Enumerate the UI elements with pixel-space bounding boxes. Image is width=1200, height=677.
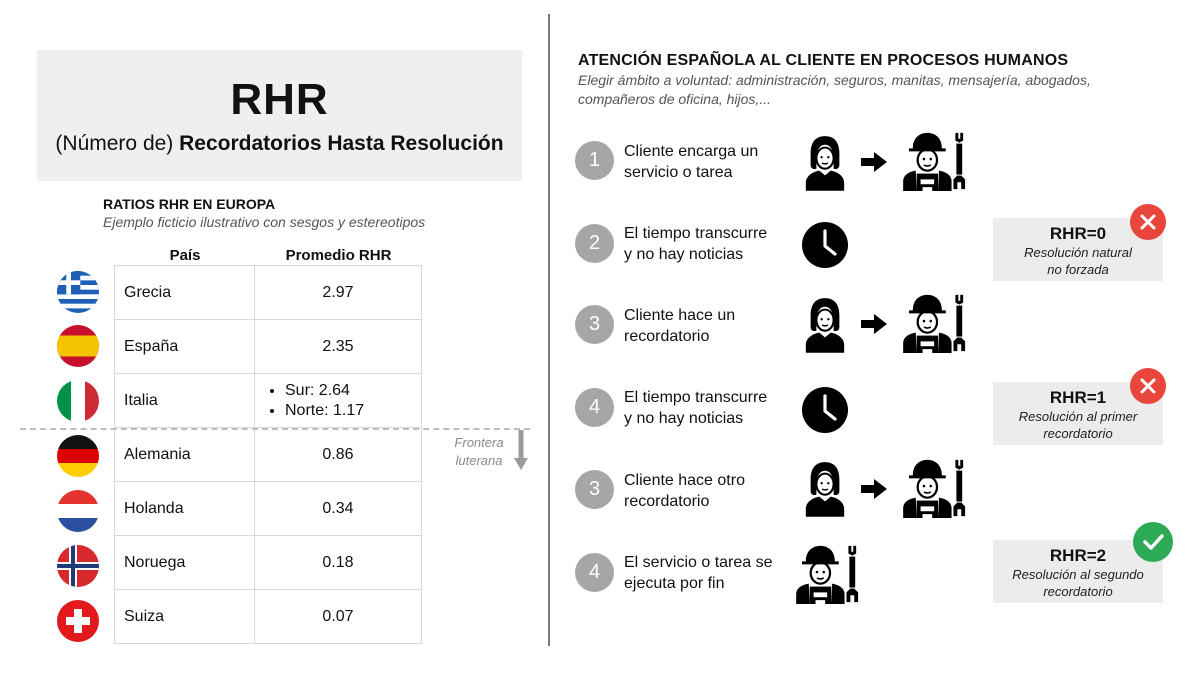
table-row bbox=[115, 536, 422, 590]
lutheran-border-line bbox=[20, 428, 530, 430]
step-number-badge: 4 bbox=[575, 388, 614, 427]
step-text bbox=[624, 552, 794, 594]
title-box bbox=[37, 50, 522, 181]
step-text-line: El tiempo transcurre bbox=[624, 389, 768, 406]
column-header-average: Promedio RHR bbox=[285, 247, 392, 264]
frontier-label bbox=[448, 434, 510, 470]
panel-divider bbox=[548, 14, 550, 646]
client-woman-icon bbox=[802, 133, 848, 191]
step-text-line: recordatorio bbox=[624, 328, 710, 345]
table-row bbox=[115, 266, 422, 320]
fail-x-icon bbox=[1130, 368, 1166, 404]
rhr-description-line: no forzada bbox=[1047, 262, 1109, 277]
clock-icon bbox=[802, 222, 848, 268]
step-number-badge: 4 bbox=[575, 553, 614, 592]
step-number-badge: 2 bbox=[575, 224, 614, 263]
country-cell: Italia bbox=[115, 374, 255, 428]
success-check-icon bbox=[1133, 522, 1173, 562]
worker-icon bbox=[903, 458, 973, 518]
step-number-badge: 3 bbox=[575, 305, 614, 344]
step-text-line: El servicio o tarea se bbox=[624, 554, 773, 571]
rhr-description-line: Resolución al segundo bbox=[1012, 567, 1144, 582]
value-cell: 0.34 bbox=[255, 482, 422, 536]
fail-x-icon bbox=[1130, 204, 1166, 240]
page-title: RHR bbox=[230, 75, 329, 124]
clock-icon bbox=[802, 387, 848, 433]
column-header-country: País bbox=[169, 247, 201, 264]
country-cell: Suiza bbox=[115, 590, 255, 644]
value-list-item: • Sur: 2.64 bbox=[285, 381, 421, 401]
table-row bbox=[115, 374, 422, 428]
germany-flag-icon bbox=[57, 435, 99, 477]
subtitle-bold: Recordatorios Hasta Resolución bbox=[179, 132, 504, 155]
subtitle-prefix: (Número de) bbox=[55, 132, 174, 155]
rhr-description-line: recordatorio bbox=[1043, 426, 1113, 441]
value-list-item: • Norte: 1.17 bbox=[285, 401, 421, 421]
rhr-value: RHR=1 bbox=[1049, 388, 1107, 407]
client-woman-icon bbox=[802, 459, 848, 517]
value-cell: 0.86 bbox=[255, 428, 422, 482]
arrow-right-icon bbox=[861, 152, 887, 172]
step-text bbox=[624, 223, 794, 265]
value-cell: 2.97 bbox=[255, 266, 422, 320]
step-text-line: servicio o tarea bbox=[624, 164, 733, 181]
country-cell: Noruega bbox=[115, 536, 255, 590]
step-text-line: Cliente hace otro bbox=[624, 472, 745, 489]
country-cell: España bbox=[115, 320, 255, 374]
step-text bbox=[624, 387, 794, 429]
rhr-table bbox=[114, 265, 422, 644]
rhr-value: RHR=0 bbox=[1049, 224, 1107, 243]
rhr-description-line: Resolución natural bbox=[1024, 245, 1132, 260]
country-cell: Alemania bbox=[115, 428, 255, 482]
step-text bbox=[624, 470, 794, 512]
rhr-value: RHR=2 bbox=[1049, 546, 1107, 565]
rhr-description-line: Resolución al primer bbox=[1018, 409, 1138, 424]
step-text-line: ejecuta por fin bbox=[624, 575, 725, 592]
country-cell: Holanda bbox=[115, 482, 255, 536]
table-row bbox=[115, 482, 422, 536]
europe-subheading: Ejemplo ficticio ilustrativo con sesgos y estereotipos bbox=[103, 214, 426, 230]
table-row bbox=[115, 320, 422, 374]
step-text-line: El tiempo transcurre bbox=[624, 225, 768, 242]
italy-flag-icon bbox=[57, 380, 99, 422]
value-cell: 0.18 bbox=[255, 536, 422, 590]
step-text-line: y no hay noticias bbox=[624, 410, 744, 427]
frontier-label-line1: Frontera bbox=[454, 435, 504, 450]
worker-icon bbox=[903, 293, 973, 353]
step-text-line: y no hay noticias bbox=[624, 246, 744, 263]
spain-flag-icon bbox=[57, 325, 99, 367]
arrow-right-icon bbox=[861, 479, 887, 499]
netherlands-flag-icon bbox=[57, 490, 99, 532]
step-text-line: Cliente encarga un bbox=[624, 143, 759, 160]
step-text-line: Cliente hace un bbox=[624, 307, 736, 324]
table-row bbox=[115, 428, 422, 482]
step-text bbox=[624, 305, 794, 347]
right-heading: ATENCIÓN ESPAÑOLA AL CLIENTE EN PROCESOS HUMANOS bbox=[578, 52, 1069, 69]
europe-heading: RATIOS RHR EN EUROPA bbox=[103, 196, 276, 212]
norway-flag-icon bbox=[57, 545, 99, 587]
arrow-down-icon bbox=[514, 428, 528, 472]
step-text bbox=[624, 141, 794, 183]
page-subtitle bbox=[37, 132, 522, 156]
rhr-description-line: recordatorio bbox=[1043, 584, 1113, 599]
value-cell: 2.35 bbox=[255, 320, 422, 374]
step-number-badge: 3 bbox=[575, 470, 614, 509]
value-cell bbox=[255, 374, 422, 428]
step-number-badge: 1 bbox=[575, 141, 614, 180]
worker-icon bbox=[903, 131, 973, 191]
client-woman-icon bbox=[802, 295, 848, 353]
right-subheading: Elegir ámbito a voluntad: administración, seguros, manitas, mensajería, abogados, compañeros de oficina, hijos,... bbox=[578, 72, 1091, 107]
arrow-right-icon bbox=[861, 314, 887, 334]
greece-flag-icon bbox=[57, 271, 99, 313]
worker-icon bbox=[796, 544, 866, 604]
step-text-line: recordatorio bbox=[624, 493, 710, 510]
frontier-label-line2: luterana bbox=[455, 453, 503, 468]
table-row bbox=[115, 590, 422, 644]
country-cell: Grecia bbox=[115, 266, 255, 320]
value-list bbox=[255, 381, 421, 421]
value-cell: 0.07 bbox=[255, 590, 422, 644]
switzerland-flag-icon bbox=[57, 600, 99, 642]
